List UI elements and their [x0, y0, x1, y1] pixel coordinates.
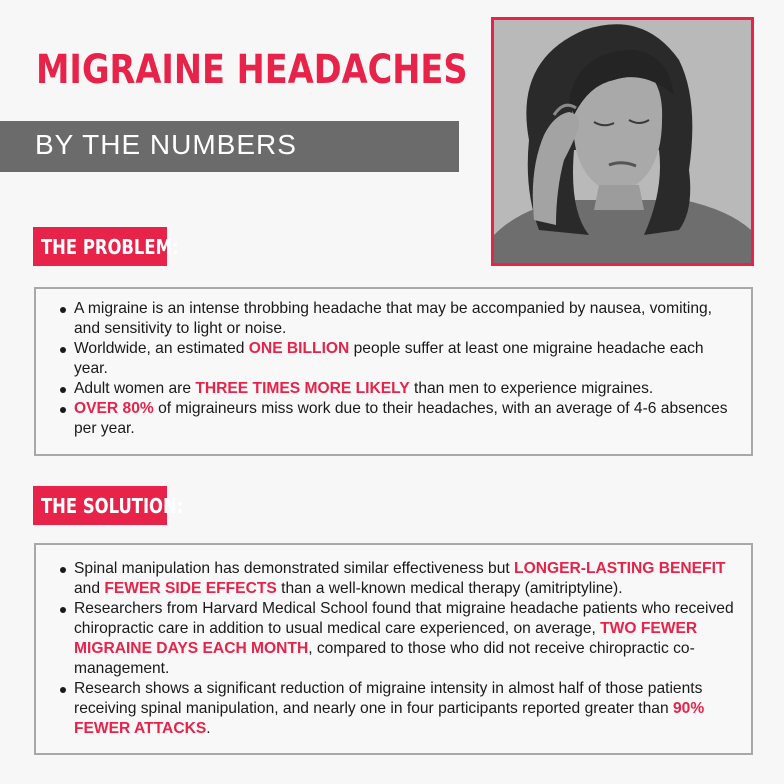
woman-with-headache-photo	[491, 17, 754, 266]
highlight: LONGER-LASTING BENEFIT	[514, 560, 726, 577]
page-title: MIGRAINE HEADACHES	[36, 47, 468, 93]
highlight: TWO FEWER MIGRAINE DAYS EACH MONTH	[74, 620, 698, 657]
highlight: 90% FEWER ATTACKS	[74, 700, 705, 737]
list-item: A migraine is an intense throbbing headache that may be accompanied by nausea, vomiting, and sensitivity to light or noise.	[74, 299, 737, 339]
highlight: ONE BILLION	[248, 340, 350, 357]
list-item: OVER 80% of migraineurs miss work due to their headaches, with an average of 4-6 absences per year.	[74, 399, 737, 439]
highlight: OVER 80%	[74, 400, 154, 417]
solution-list	[74, 559, 737, 739]
list-item: Worldwide, an estimated ONE BILLION people suffer at least one migraine headache each year.	[74, 339, 737, 379]
problem-list	[74, 299, 737, 439]
list-item: Spinal manipulation has demonstrated similar effectiveness but LONGER-LASTING BENEFIT and FEWER SIDE EFFECTS than a well-known medical therapy (amitriptyline).	[74, 559, 737, 599]
list-item: Adult women are THREE TIMES MORE LIKELY than men to experience migraines.	[74, 379, 737, 399]
list-item: Research shows a significant reduction of migraine intensity in almost half of those patients receiving spinal manipulation, and nearly one in four participants reported greater than 90% FEWER ATTACKS.	[74, 679, 737, 739]
highlight: FEWER SIDE EFFECTS	[104, 580, 277, 597]
problem-box	[34, 287, 753, 456]
list-item: Researchers from Harvard Medical School found that migraine headache patients who received chiropractic care in addition to usual medical care experienced, on average, TWO FEWER MIGRAINE DAYS EACH MONTH, compared to those who did not receive chiropractic co-management.	[74, 599, 737, 679]
page-subtitle: BY THE NUMBERS	[35, 129, 297, 160]
highlight: THREE TIMES MORE LIKELY	[195, 380, 410, 397]
solution-box	[34, 543, 753, 755]
photo-illustration	[494, 20, 751, 263]
solution-label: THE SOLUTION:	[33, 486, 167, 525]
problem-label: THE PROBLEM:	[33, 227, 167, 266]
